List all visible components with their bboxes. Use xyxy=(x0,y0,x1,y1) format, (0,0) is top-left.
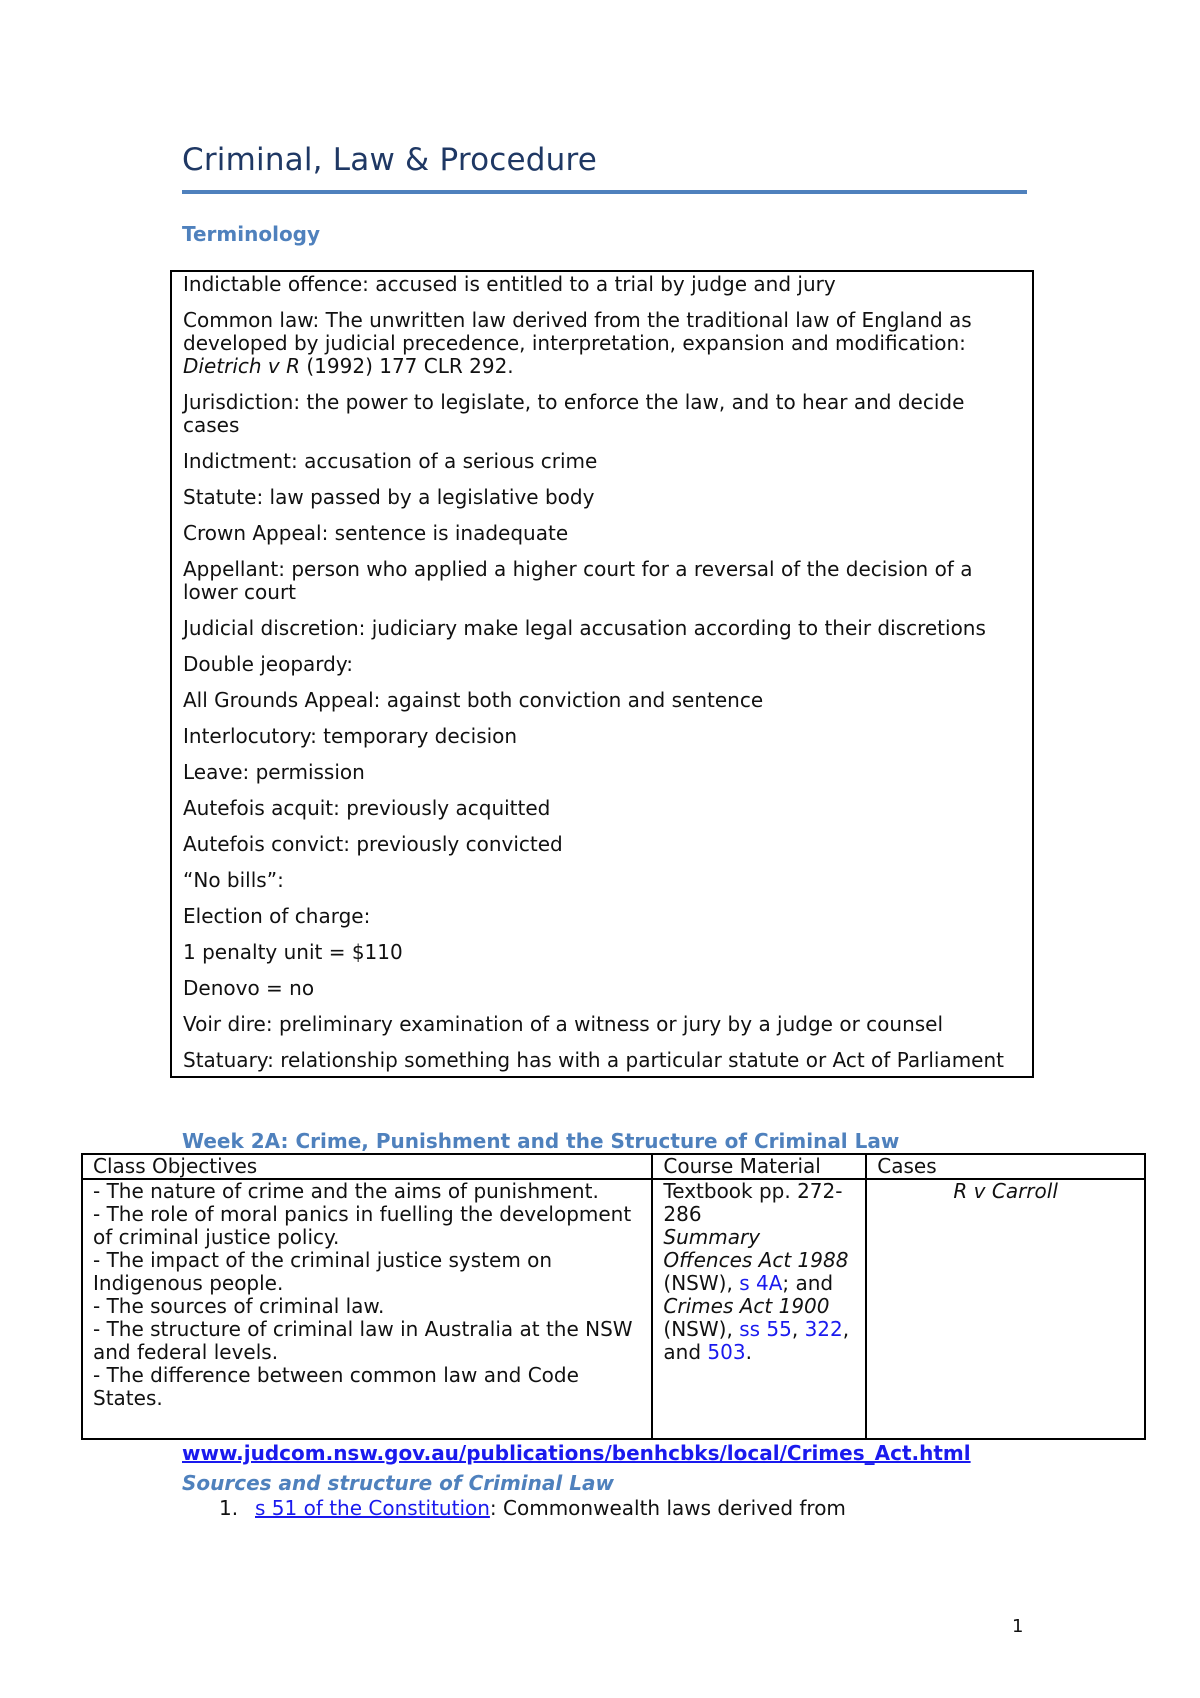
course-material-cell xyxy=(652,1179,866,1439)
crimes-act-title: Crimes Act 1900 xyxy=(663,1294,830,1318)
crimes-act-322-link[interactable]: 322 xyxy=(804,1317,843,1341)
objective-item: - The impact of the criminal justice system on Indigenous people. xyxy=(93,1248,553,1295)
header-class-objectives: Class Objectives xyxy=(82,1154,652,1179)
ca-comma: , xyxy=(791,1317,805,1341)
term-common-law-citation: (1992) 177 CLR 292. xyxy=(300,354,514,378)
objective-item: - The difference between common law and Code States. xyxy=(93,1363,579,1410)
term-statute: Statute: law passed by a legislative body xyxy=(183,485,595,509)
term-election-of-charge: Election of charge: xyxy=(183,904,371,928)
term-no-bills: “No bills”: xyxy=(183,868,284,892)
objectives-cell xyxy=(82,1179,652,1439)
term-common-law xyxy=(183,309,1022,378)
objective-item: - The structure of criminal law in Australia at the NSW and federal levels. xyxy=(93,1317,633,1364)
term-leave: Leave: permission xyxy=(183,760,365,784)
constitution-s51-link[interactable]: s 51 of the Constitution xyxy=(255,1496,490,1520)
table-header-row xyxy=(82,1154,1145,1179)
sources-structure-heading: Sources and structure of Criminal Law xyxy=(182,1471,614,1495)
ca-period: . xyxy=(745,1340,752,1364)
soa-and: ; and xyxy=(782,1271,834,1295)
term-statuary: Statuary: relationship something has with a particular statute or Act of Parliament xyxy=(183,1048,1005,1072)
list-item-number: 1. xyxy=(219,1496,239,1520)
term-common-law-case: Dietrich v R xyxy=(183,354,301,378)
term-indictable-offence: Indictable offence: accused is entitled to a trial by judge and jury xyxy=(183,272,836,296)
textbook-reference: Textbook pp. 272-286 xyxy=(663,1179,843,1226)
ca-and: , and xyxy=(663,1317,850,1364)
term-common-law-text: Common law: The unwritten law derived from the traditional law of England as developed by judicial precedence, interpretation, expansion and modification: xyxy=(183,308,972,355)
term-penalty-unit: 1 penalty unit = $110 xyxy=(183,940,403,964)
table-row xyxy=(82,1179,1145,1439)
term-indictment: Indictment: accusation of a serious crime xyxy=(183,449,598,473)
ca-jurisdiction: (NSW), xyxy=(663,1317,740,1341)
term-autefois-acquit: Autefois acquit: previously acquitted xyxy=(183,796,551,820)
term-autefois-convict: Autefois convict: previously convicted xyxy=(183,832,563,856)
term-denovo: Denovo = no xyxy=(183,976,315,1000)
week-2a-heading: Week 2A: Crime, Punishment and the Structure of Criminal Law xyxy=(182,1129,900,1153)
page-title: Criminal, Law & Procedure xyxy=(182,142,598,178)
header-cases: Cases xyxy=(866,1154,1145,1179)
soa-jurisdiction: (NSW), xyxy=(663,1271,740,1295)
term-jurisdiction: Jurisdiction: the power to legislate, to enforce the law, and to hear and decide cases xyxy=(183,390,965,437)
term-interlocutory: Interlocutory: temporary decision xyxy=(183,724,518,748)
objective-item: - The sources of criminal law. xyxy=(93,1294,385,1318)
page-number: 1 xyxy=(1012,1616,1024,1637)
terminology-box xyxy=(170,270,1034,1078)
term-crown-appeal: Crown Appeal: sentence is inadequate xyxy=(183,521,569,545)
soa-section-4a-link[interactable]: s 4A xyxy=(739,1271,783,1295)
judcom-crimes-act-link[interactable]: www.judcom.nsw.gov.au/publications/benhcbks/local/Crimes_Act.html xyxy=(182,1441,971,1465)
crimes-act-ss55-link[interactable]: ss 55 xyxy=(739,1317,792,1341)
list-item-text: : Commonwealth laws derived from xyxy=(489,1496,846,1520)
header-course-material: Course Material xyxy=(652,1154,866,1179)
cases-cell: R v Carroll xyxy=(866,1179,1145,1439)
term-judicial-discretion: Judicial discretion: judiciary make legal accusation according to their discretions xyxy=(183,616,986,640)
term-double-jeopardy: Double jeopardy: xyxy=(183,652,353,676)
title-underline-rule xyxy=(182,190,1027,194)
term-voir-dire: Voir dire: preliminary examination of a witness or jury by a judge or counsel xyxy=(183,1012,944,1036)
objective-item: - The role of moral panics in fuelling the development of criminal justice policy. xyxy=(93,1202,632,1249)
terminology-heading: Terminology xyxy=(182,222,321,246)
summary-offences-act-title: Summary Offences Act 1988 xyxy=(663,1225,849,1272)
term-all-grounds-appeal: All Grounds Appeal: against both conviction and sentence xyxy=(183,688,764,712)
term-appellant: Appellant: person who applied a higher court for a reversal of the decision of a lower court xyxy=(183,557,973,604)
crimes-act-503-link[interactable]: 503 xyxy=(707,1340,746,1364)
objective-item: - The nature of crime and the aims of punishment. xyxy=(93,1179,599,1203)
week-2a-table xyxy=(81,1153,1146,1440)
list-item xyxy=(219,1496,846,1520)
